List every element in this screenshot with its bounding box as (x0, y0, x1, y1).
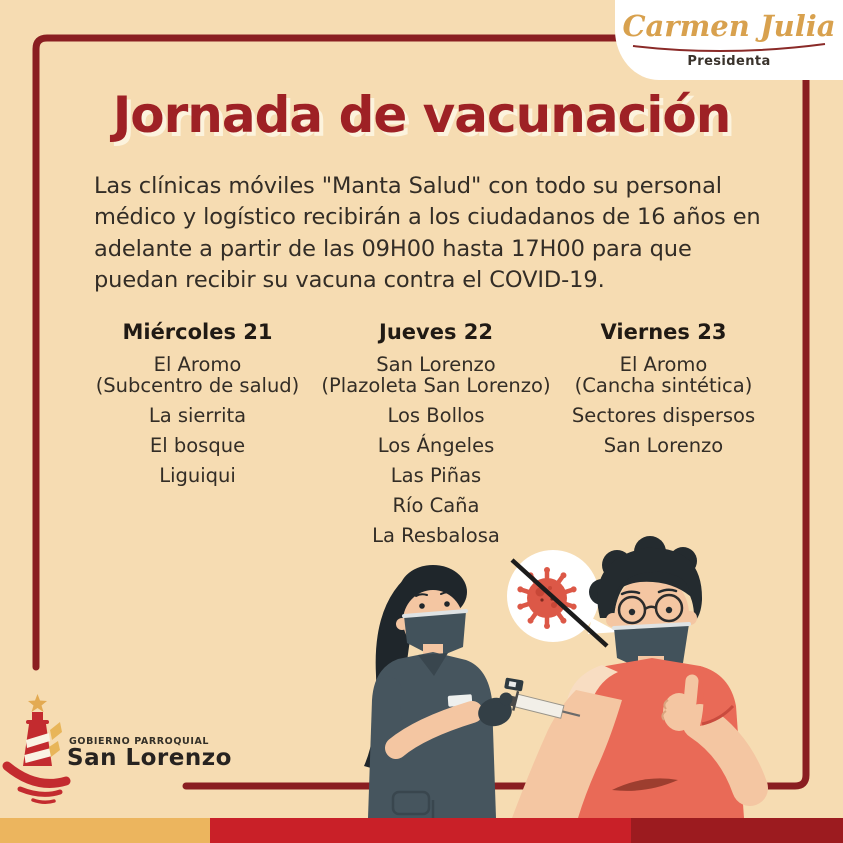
location-item: San Lorenzo (Plazoleta San Lorenzo) (321, 353, 551, 398)
location-item: San Lorenzo (603, 434, 724, 458)
location-item: La Resbalosa (372, 524, 500, 548)
schedule-column-thursday (315, 320, 557, 555)
signature-swoosh-icon (627, 42, 831, 54)
virus-icon (517, 567, 578, 629)
presidenta-badge (615, 0, 843, 80)
location-item: Las Piñas (390, 464, 482, 488)
schedule-column-wednesday (80, 320, 315, 555)
location-item: Los Bollos (387, 404, 485, 428)
location-item: Los Ángeles (377, 434, 495, 458)
glove-icon (475, 694, 515, 730)
nurse-giving-vaccine (364, 565, 582, 818)
day-header: Viernes 23 (600, 320, 727, 344)
footer-strip-red (210, 818, 631, 843)
prohibition-slash-icon (512, 560, 607, 646)
star-icon (28, 694, 47, 712)
patient-thumbs-up (512, 536, 750, 818)
location-item: El Aromo (Cancha sintética) (574, 353, 753, 398)
location-item: Río Caña (392, 494, 480, 518)
location-item: El bosque (149, 434, 246, 458)
glasses-icon (619, 595, 682, 623)
day-header: Miércoles 21 (122, 320, 273, 344)
gov-parroquial-label: GOBIERNO PARROQUIAL (69, 736, 210, 747)
thumb-up-icon (690, 681, 692, 702)
san-lorenzo-label: San Lorenzo (67, 745, 232, 771)
face-mask-icon (404, 611, 466, 658)
ponytail (364, 570, 430, 774)
schedule-column-friday (557, 320, 770, 555)
page-title: Jornada de vacunación (112, 86, 731, 144)
location-item: La sierrita (148, 404, 247, 428)
location-item: El Aromo (Subcentro de salud) (95, 353, 300, 398)
footer-strip-gold (0, 818, 210, 843)
footer-strip-darkred (631, 818, 843, 843)
syringe-icon (504, 689, 582, 727)
location-item: Liguiqui (159, 464, 236, 488)
face-mask-icon (614, 624, 689, 673)
no-virus-bubble-icon (507, 550, 618, 646)
schedule-columns (80, 320, 770, 555)
vaccine-vial-icon (504, 678, 524, 692)
badge-role-label: Presidenta (687, 54, 771, 69)
intro-paragraph: Las clínicas móviles "Manta Salud" con todo su personal médico y logístico recibirán a los ciudadanos de 16 años en adelante a partir de las 09H00 hasta 17H00 para que puedan recibir su vacuna contra el COVID-19. (94, 173, 761, 293)
location-item: Sectores dispersos (571, 404, 756, 428)
day-header: Jueves 22 (379, 320, 493, 344)
lighthouse-icon (7, 694, 66, 802)
badge-signature-name: Carmen Julia (622, 9, 836, 43)
